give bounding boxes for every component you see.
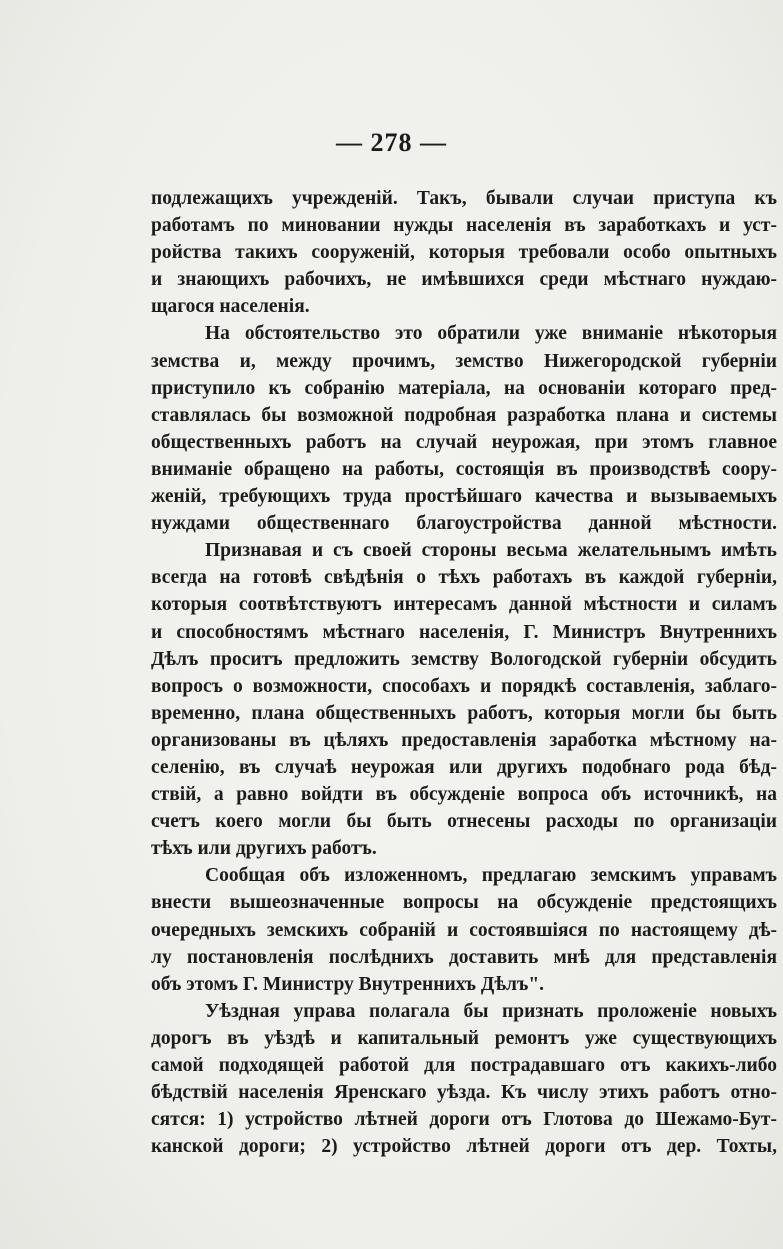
text-line: счетъ коего могли бы быть отнесены расходы по организаціи <box>151 811 777 833</box>
text-line: канской дороги; 2) устройство лѣтней дороги отъ дер. Тохты, <box>151 1136 777 1158</box>
text-line: бѣдствій населенія Яренскаго уѣзда. Къ числу этихъ работъ отно- <box>151 1082 777 1104</box>
text-line: ставлялась бы возможной подробная разработка плана и системы <box>151 404 777 426</box>
text-line: На обстоятельство это обратили уже вниманіе нѣкоторыя <box>205 323 777 345</box>
text-line: Уѣздная управа полагала бы признать проложеніе новыхъ <box>205 1000 777 1022</box>
text-line: вопросъ о возможности, способахъ и порядкѣ составленія, заблаго- <box>151 675 777 697</box>
text-line: Сообщая объ изложенномъ, предлагаю земскимъ управамъ <box>205 865 777 887</box>
text-line: всегда на готовѣ свѣдѣнія о тѣхъ работахъ въ каждой губерніи, <box>151 567 777 589</box>
text-line: и способностямъ мѣстнаго населенія, Г. Министръ Внутреннихъ <box>151 621 777 643</box>
text-line: приступило къ собранію матеріала, на основаніи котораго пред- <box>151 377 777 399</box>
text-line: общественныхъ работъ на случай неурожая, при этомъ главное <box>151 431 777 453</box>
text-line: внести вышеозначенные вопросы на обсужденіе предстоящихъ <box>151 892 777 914</box>
text-line: ройства такихъ сооруженій, которыя требовали особо опытныхъ <box>151 242 777 264</box>
text-line: земства и, между прочимъ, земство Нижегородской губерніи <box>151 350 777 372</box>
text-line: женій, требующихъ труда простѣйшаго качества и вызываемыхъ <box>151 486 777 508</box>
text-line: работамъ по миновании нужды населенія въ заработкахъ и уст- <box>151 215 777 237</box>
text-line: самой подходящей работой для пострадавшаго отъ какихъ-либо <box>151 1055 777 1076</box>
text-line: которыя соотвѣтствуютъ интересамъ данной мѣстности и силамъ <box>151 594 777 616</box>
text-line: временно, плана общественныхъ работъ, которыя могли бы быть <box>151 702 777 724</box>
text-line: нуждами общественнаго благоустройства данной мѣстности. <box>151 513 777 535</box>
text-line: и знающихъ рабочихъ, не имѣвшихся среди мѣстнаго нуждаю- <box>151 269 777 291</box>
text-line: тѣхъ или другихъ работъ. <box>151 838 377 860</box>
text-line: очередныхъ земскихъ собраній и состоявшіяся по настоящему дѣ- <box>151 919 777 941</box>
text-line: щагося населенія. <box>151 296 310 318</box>
text-line: вниманіе обращено на работы, состоящія въ производствѣ соору- <box>151 458 777 480</box>
text-line: ствій, а равно войдти въ обсужденіе вопроса объ источникѣ, на <box>151 784 777 806</box>
text-line: Признавая и съ своей стороны весьма желательнымъ имѣть <box>205 540 777 562</box>
body-text <box>151 185 777 1160</box>
page-number: — 278 — <box>336 128 447 157</box>
text-line: Дѣлъ проситъ предложить земству Вологодской губерніи обсудить <box>151 648 777 670</box>
text-line: дорогъ въ уѣздѣ и капитальный ремонтъ уже существующихъ <box>151 1027 777 1049</box>
text-line: лу постановленія послѣднихъ доставить мнѣ для представленія <box>151 946 777 968</box>
text-line: объ этомъ Г. Министру Внутреннихъ Дѣлъ". <box>151 973 545 995</box>
text-line: организованы въ цѣляхъ предоставленія заработка мѣстному на- <box>151 729 777 751</box>
text-line: подлежащихъ учрежденій. Такъ, бывали случаи приступа къ <box>151 188 777 209</box>
text-line: селенію, въ случаѣ неурожая или другихъ подобнаго рода бѣд- <box>151 756 777 778</box>
text-line: сятся: 1) устройство лѣтней дороги отъ Глотова до Шежамо-Бут- <box>151 1109 777 1131</box>
